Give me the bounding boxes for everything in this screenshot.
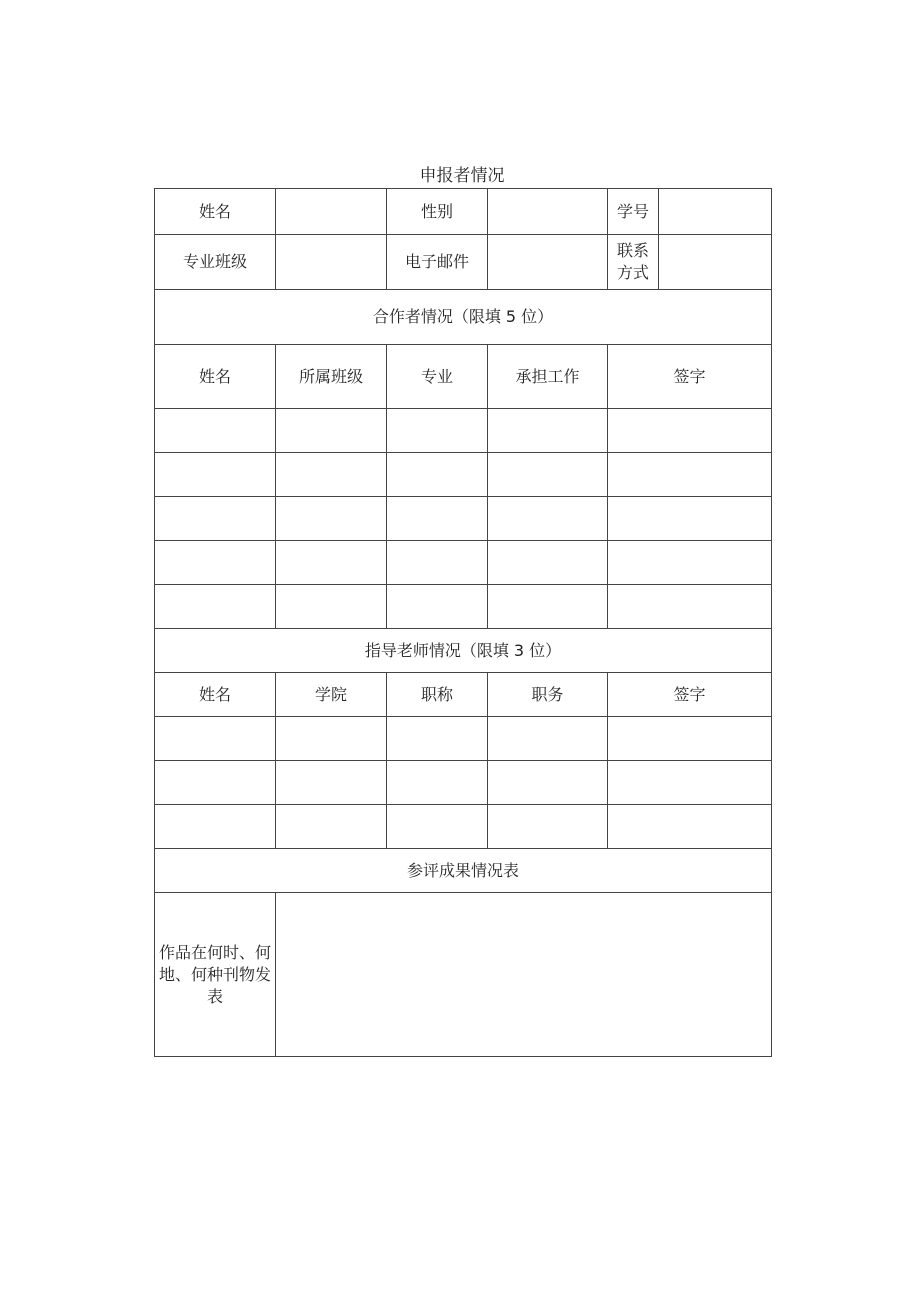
collab-major-cell[interactable] <box>387 585 488 629</box>
results-section-title: 参评成果情况表 <box>155 849 772 893</box>
collab-class-cell[interactable] <box>276 541 387 585</box>
advisor-position-cell[interactable] <box>488 717 608 761</box>
gender-field[interactable] <box>488 189 608 235</box>
collab-duty-cell[interactable] <box>488 497 608 541</box>
collab-major-cell[interactable] <box>387 409 488 453</box>
collaborator-row <box>155 585 772 629</box>
collab-header-duty: 承担工作 <box>488 345 608 409</box>
student-id-field[interactable] <box>659 189 772 235</box>
advisor-row <box>155 717 772 761</box>
collab-name-cell[interactable] <box>155 409 276 453</box>
collab-duty-cell[interactable] <box>488 409 608 453</box>
collaborator-row <box>155 497 772 541</box>
collab-signature-cell[interactable] <box>608 453 772 497</box>
form-title: 申报者情况 <box>419 166 505 186</box>
major-class-label: 专业班级 <box>155 235 276 290</box>
collab-duty-cell[interactable] <box>488 453 608 497</box>
collab-major-cell[interactable] <box>387 453 488 497</box>
collab-header-major: 专业 <box>387 345 488 409</box>
publication-label: 作品在何时、何地、何种刊物发表 <box>155 893 276 1057</box>
advisor-signature-cell[interactable] <box>608 717 772 761</box>
name-label: 姓名 <box>155 189 276 235</box>
collab-class-cell[interactable] <box>276 409 387 453</box>
applicant-row-1 <box>155 189 772 235</box>
collab-header-name: 姓名 <box>155 345 276 409</box>
major-class-field[interactable] <box>276 235 387 290</box>
collaborator-row <box>155 453 772 497</box>
collab-signature-cell[interactable] <box>608 585 772 629</box>
gender-label: 性别 <box>387 189 488 235</box>
advisor-header-position: 职务 <box>488 673 608 717</box>
name-field[interactable] <box>276 189 387 235</box>
advisor-position-cell[interactable] <box>488 761 608 805</box>
collaborators-header-row <box>155 345 772 409</box>
collab-class-cell[interactable] <box>276 585 387 629</box>
collab-header-class: 所属班级 <box>276 345 387 409</box>
advisor-title-cell[interactable] <box>387 717 488 761</box>
advisor-row <box>155 761 772 805</box>
collaborator-row <box>155 541 772 585</box>
publication-row <box>155 893 772 1057</box>
collab-major-cell[interactable] <box>387 497 488 541</box>
advisor-name-cell[interactable] <box>155 717 276 761</box>
advisor-title-cell[interactable] <box>387 805 488 849</box>
collab-major-cell[interactable] <box>387 541 488 585</box>
collaborator-row <box>155 409 772 453</box>
student-id-label: 学号 <box>608 189 659 235</box>
collab-signature-cell[interactable] <box>608 497 772 541</box>
advisors-section-title: 指导老师情况（限填 3 位） <box>155 629 772 673</box>
applicant-row-2 <box>155 235 772 290</box>
contact-label <box>608 235 659 290</box>
advisor-position-cell[interactable] <box>488 805 608 849</box>
advisor-header-title: 职称 <box>387 673 488 717</box>
advisor-row <box>155 805 772 849</box>
advisor-name-cell[interactable] <box>155 761 276 805</box>
advisor-header-college: 学院 <box>276 673 387 717</box>
collab-header-signature: 签字 <box>608 345 772 409</box>
collab-class-cell[interactable] <box>276 453 387 497</box>
advisors-section-row <box>155 629 772 673</box>
results-section-row <box>155 849 772 893</box>
collab-duty-cell[interactable] <box>488 585 608 629</box>
collab-signature-cell[interactable] <box>608 541 772 585</box>
collab-name-cell[interactable] <box>155 453 276 497</box>
advisors-header-row <box>155 673 772 717</box>
advisor-title-cell[interactable] <box>387 761 488 805</box>
advisor-college-cell[interactable] <box>276 805 387 849</box>
collab-duty-cell[interactable] <box>488 541 608 585</box>
email-label: 电子邮件 <box>387 235 488 290</box>
collab-class-cell[interactable] <box>276 497 387 541</box>
publication-field[interactable] <box>276 893 772 1057</box>
collab-name-cell[interactable] <box>155 541 276 585</box>
collaborators-section-row <box>155 290 772 345</box>
collab-name-cell[interactable] <box>155 497 276 541</box>
advisor-college-cell[interactable] <box>276 717 387 761</box>
advisor-signature-cell[interactable] <box>608 761 772 805</box>
collab-name-cell[interactable] <box>155 585 276 629</box>
contact-label-line-2: 方式 <box>616 263 649 282</box>
advisor-header-name: 姓名 <box>155 673 276 717</box>
contact-label-line-1: 联系 <box>616 241 649 260</box>
collaborators-section-title: 合作者情况（限填 5 位） <box>155 290 772 345</box>
collab-signature-cell[interactable] <box>608 409 772 453</box>
advisor-name-cell[interactable] <box>155 805 276 849</box>
contact-field[interactable] <box>659 235 772 290</box>
advisor-header-signature: 签字 <box>608 673 772 717</box>
advisor-college-cell[interactable] <box>276 761 387 805</box>
advisor-signature-cell[interactable] <box>608 805 772 849</box>
email-field[interactable] <box>488 235 608 290</box>
application-form <box>154 188 772 1057</box>
